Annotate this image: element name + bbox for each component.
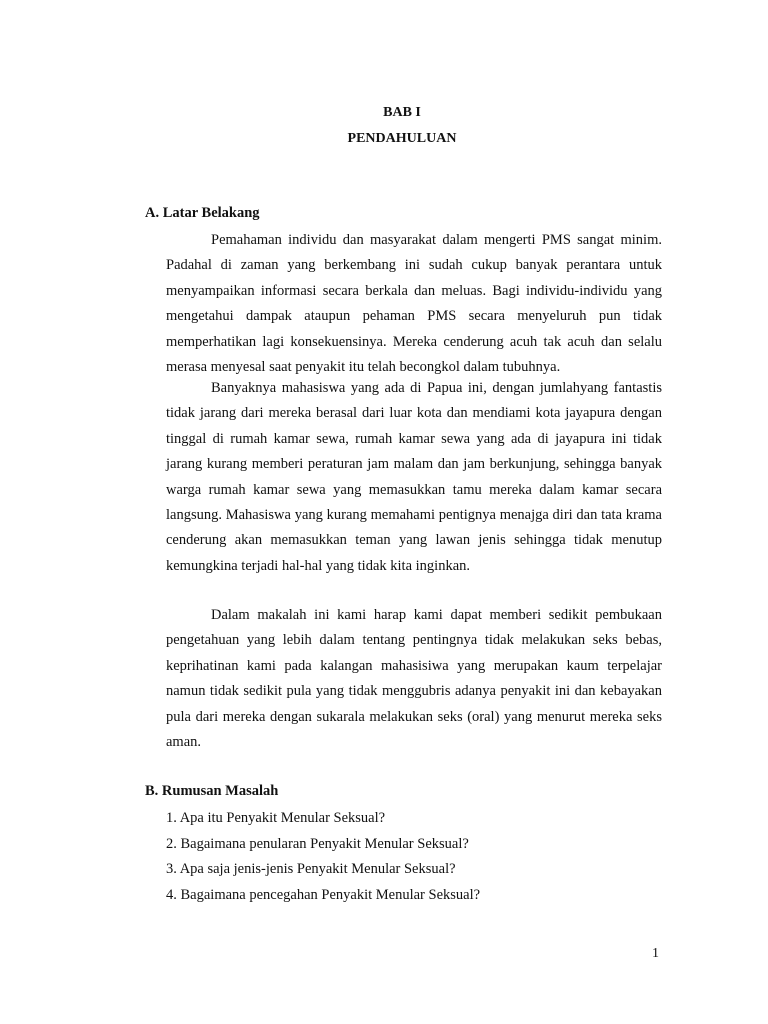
paragraph: Pemahaman individu dan masyarakat dalam mengerti PMS sangat minim. Padahal di zaman yang berkembang ini sudah cukup banyak perantara untuk menyampaikan informasi secara berkala dan meluas. Bagi individu-individu yang mengetahui dampak ataupun pehaman PMS secara menyeluruh pun tidak memperhatikan lagi konsekuensinya. Mereka cenderung acuh tak acuh dan selalu merasa menyesal saat penyakit itu telah becongkol dalam tubuhnya. xyxy=(166,232,662,376)
paragraph: Dalam makalah ini kami harap kami dapat memberi sedikit pembukaan pengetahuan yang lebih dalam tentang pentingnya tidak melakukan seks bebas, keprihatinan kami pada kalangan mahasisiwa yang merupakan kaum terpelajar namun tidak sedikit pula yang tidak menggubris adanya penyakit ini dan kebayakan pula dari mereka dengan sukarala melakukan seks (oral) yang menurut mereka seks aman. xyxy=(166,607,662,751)
list-item: 4. Bagaimana pencegahan Penyakit Menular Seksual? xyxy=(166,886,481,903)
section-heading-latar-belakang: A. Latar Belakang xyxy=(145,205,260,221)
paragraph: Banyaknya mahasiswa yang ada di Papua ini, dengan jumlahyang fantastis tidak jarang dari mereka berasal dari luar kota dan mendiami kota jayapura dengan tinggal di rumah kamar sewa, rumah kamar sewa yang ada di jayapura ini tidak jarang kurang memberi peraturan jam malam dan jam berkunjung, sehingga banyak warga rumah kamar sewa yang memasukkan tamu mereka dalam kamar secara langsung. Mahasiswa yang kurang memahami pentignya menajga diri dan tata krama cenderung akan memasukkan teman yang lawan jenis sehingga tidak menutup kemungkina terjadi hal-hal yang tidak kita inginkan. xyxy=(166,380,662,574)
list-item: 1. Apa itu Penyakit Menular Seksual? xyxy=(166,810,386,826)
list-item: 2. Bagaimana penularan Penyakit Menular Seksual? xyxy=(166,835,469,852)
list-item: 3. Apa saja jenis-jenis Penyakit Menular Seksual? xyxy=(166,861,456,877)
chapter-title: PENDAHULUAN xyxy=(347,131,457,146)
chapter-number: BAB I xyxy=(383,105,421,120)
section-heading-rumusan-masalah: B. Rumusan Masalah xyxy=(145,783,279,799)
page-number: 1 xyxy=(652,946,659,961)
problem-list xyxy=(166,806,480,908)
